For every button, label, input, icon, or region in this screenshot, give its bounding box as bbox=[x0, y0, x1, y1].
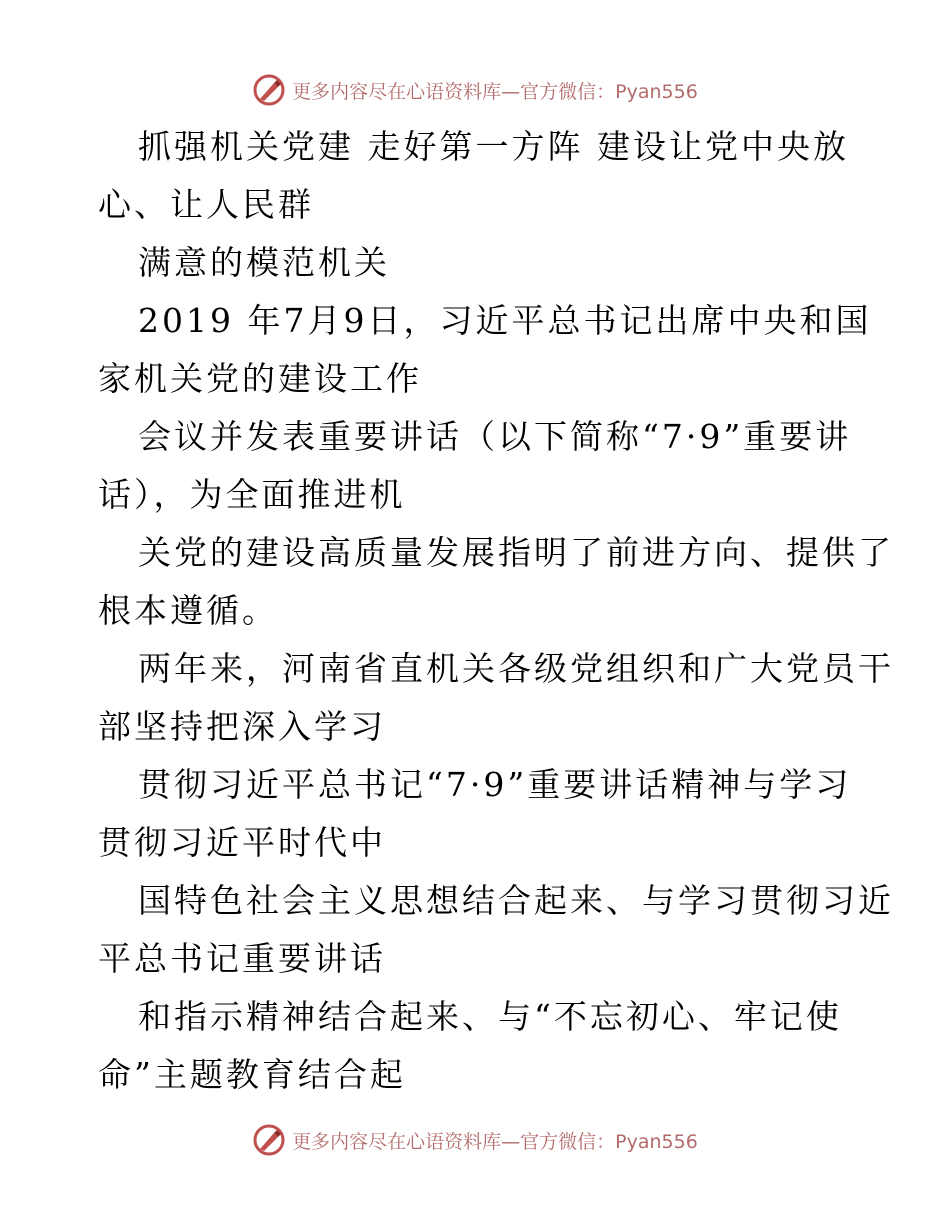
document-body bbox=[98, 118, 894, 1104]
text-line: 贯彻习近平时代中 bbox=[98, 823, 386, 862]
text-line: 2019 年7月9日，习近平总书记出席中央和国 bbox=[138, 301, 872, 340]
footer-watermark bbox=[0, 1120, 950, 1160]
text-line: 抓强机关党建 走好第一方阵 建设让党中央放 bbox=[138, 127, 849, 166]
watermark-text: 更多内容尽在心语资料库—官方微信：Pyan556 bbox=[292, 80, 698, 103]
text-line: 家机关党的建设工作 bbox=[98, 359, 422, 398]
text-line: 心、让人民群 bbox=[98, 185, 314, 224]
header-watermark bbox=[0, 70, 950, 110]
text-line: 两年来，河南省直机关各级党组织和广大党员干 bbox=[138, 649, 894, 688]
text-line: 国特色社会主义思想结合起来、与学习贯彻习近 bbox=[138, 881, 894, 920]
text-line: 和指示精神结合起来、与“不忘初心、牢记使 bbox=[138, 997, 842, 1036]
text-line: 满意的模范机关 bbox=[138, 243, 390, 282]
text-line: 命”主题教育结合起 bbox=[98, 1055, 406, 1094]
pen-logo-icon bbox=[252, 1123, 286, 1157]
pen-logo-icon bbox=[252, 73, 286, 107]
text-line: 会议并发表重要讲话（以下简称“7·9”重要讲 bbox=[138, 417, 852, 456]
text-line: 平总书记重要讲话 bbox=[98, 939, 386, 978]
text-line: 部坚持把深入学习 bbox=[98, 707, 386, 746]
text-line: 话），为全面推进机 bbox=[98, 475, 406, 514]
text-line: 关党的建设高质量发展指明了前进方向、提供了 bbox=[138, 533, 894, 572]
watermark-text: 更多内容尽在心语资料库—官方微信：Pyan556 bbox=[292, 1130, 698, 1153]
text-line: 根本遵循。 bbox=[98, 591, 278, 630]
text-line: 贯彻习近平总书记“7·9”重要讲话精神与学习 bbox=[138, 765, 852, 804]
